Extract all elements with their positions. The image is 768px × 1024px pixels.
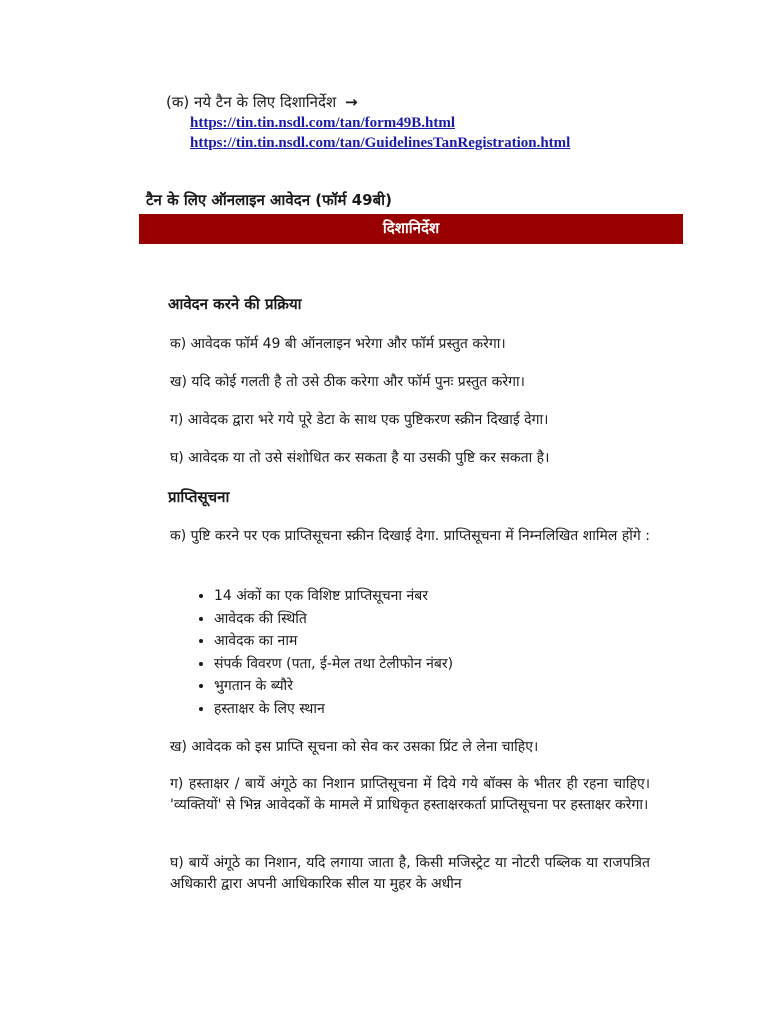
list-item: • हस्ताक्षर के लिए स्थान [214,698,453,721]
ack-para-kha: ख) आवेदक को इस प्राप्ति सूचना को सेव कर उसका प्रिंट ले लेना चाहिए। [170,739,539,755]
list-item: • आवेदक की स्थिति [214,608,453,631]
process-step-ga: ग) आवेदक द्वारा भरे गये पूरे डेटा के साथ एक पुष्टिकरण स्क्रीन दिखाई देगा। [170,412,549,428]
list-item: • आवेदक का नाम [214,630,453,653]
ack-bullet-list [190,585,453,721]
ack-para-ga: ग) हस्ताक्षर / बायें अंगूठे का निशान प्राप्तिसूचना में दिये गये बॉक्स के भीतर ही रहना चाहिए। 'व्यक्तियों' से भिन्न आवेदकों के मामले में प्राधिकृत हस्ताक्षरकर्ता प्राप्तिसूचना पर हस्ताक्षर करेगा। [170,776,650,813]
intro-text: (क) नये टैन के लिए दिशानिर्देश [166,93,337,111]
guidelines-banner: दिशानिर्देश [139,214,683,244]
process-heading: आवेदन करने की प्रक्रिया [168,295,302,313]
process-step-kha: ख) यदि कोई गलती है तो उसे ठीक करेगा और फॉर्म पुनः प्रस्तुत करेगा। [170,374,525,390]
arrow-icon: → [344,93,358,111]
form49b-link[interactable]: https://tin.tin.nsdl.com/tan/form49B.html [190,115,456,131]
form-title: टैन के लिए ऑनलाइन आवेदन (फॉर्म 49बी) [146,191,392,209]
ack-para-gha: घ) बायें अंगूठे का निशान, यदि लगाया जाता है, किसी मजिस्ट्रेट या नोटरी पब्लिक या राजपत्रित अधिकारी द्वारा अपनी आधिकारिक सील या मुहर के अधीन [170,855,650,892]
list-item: • संपर्क विवरण (पता, ई-मेल तथा टेलीफोन नंबर) [214,653,453,676]
guidelines-link[interactable]: https://tin.tin.nsdl.com/tan/GuidelinesTanRegistration.html [190,135,571,151]
ack-heading: प्राप्तिसूचना [168,488,230,506]
list-item: • भुगतान के ब्यौरे [214,675,453,698]
ack-intro: क) पुष्टि करने पर एक प्राप्तिसूचना स्क्रीन दिखाई देगा. प्राप्तिसूचना में निम्नलिखित शामिल होंगे : [170,528,650,544]
intro-line [166,92,358,112]
list-item: • 14 अंकों का एक विशिष्ट प्राप्तिसूचना नंबर [214,585,453,608]
process-step-gha: घ) आवेदक या तो उसे संशोधित कर सकता है या उसकी पुष्टि कर सकता है। [170,450,550,466]
process-step-ka: क) आवेदक फॉर्म 49 बी ऑनलाइन भरेगा और फॉर्म प्रस्तुत करेगा। [170,336,506,352]
